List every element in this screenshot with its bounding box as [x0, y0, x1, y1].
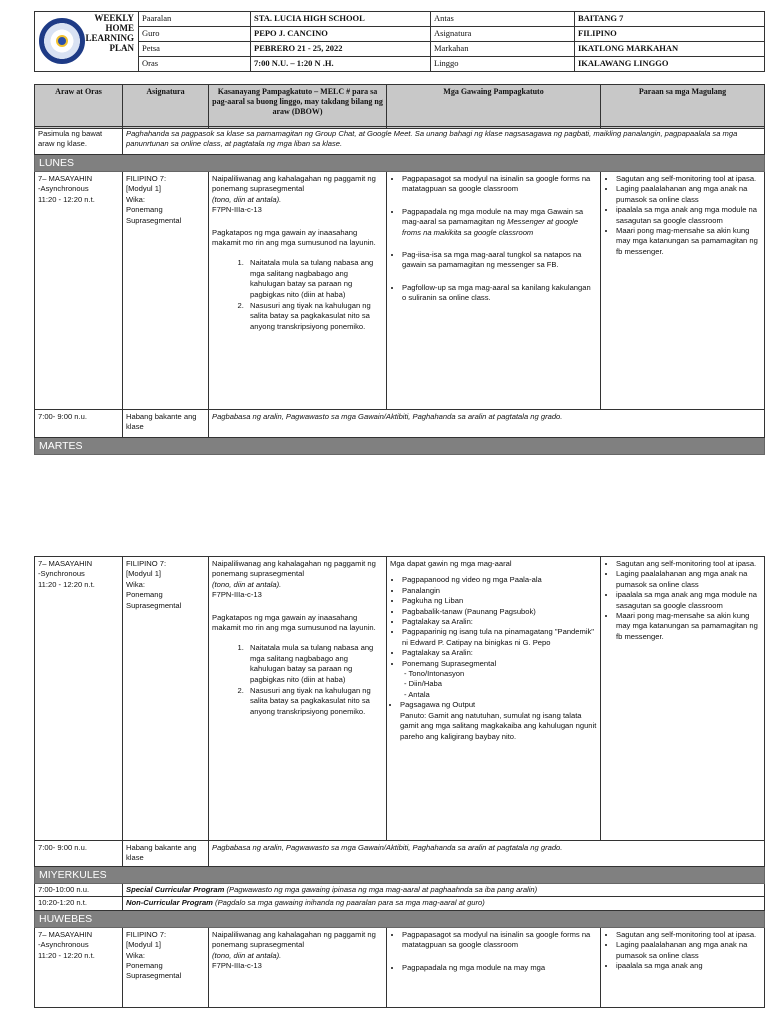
- value-paaralan: STA. LUCIA HIGH SCHOOL: [251, 12, 431, 27]
- miyerkules-text-2: Non-Curricular Program (Pagdalo sa mga gawaing inihanda ng paaralan para sa mga mag-aaral at guro): [123, 897, 765, 910]
- plan-table-page-2: [34, 556, 765, 1008]
- activity-item: • Panalangin: [402, 586, 597, 596]
- label-petsa: Petsa: [139, 42, 251, 57]
- logo-cell: [35, 12, 139, 72]
- day-bar-miyerkules: [35, 867, 765, 884]
- label-markahan: Markahan: [431, 42, 575, 57]
- parent-item: • Sagutan ang self-monitoring tool at ipasa.: [616, 559, 761, 569]
- intro-label: Pasimula ng bawat araw ng klase.: [35, 127, 123, 155]
- parent-item: • Laging paalalahanan ang mga anak na pumasok sa online class: [616, 184, 761, 205]
- activity-item: • Pagtalakay sa Aralin:: [402, 648, 597, 658]
- col-kasanayan: Kasanayang Pampagkatuto – MELC # para sa pag-aaral sa buong linggo, may takdang bilang ng araw (DBOW): [209, 85, 387, 129]
- col-asignatura: Asignatura: [123, 85, 209, 129]
- miyerkules-time-2: 10:20-1:20 n.t.: [35, 897, 123, 910]
- activity-item: • Pagkuha ng Liban: [402, 596, 597, 606]
- column-headers: [34, 84, 765, 129]
- col-gawain: Mga Gawaing Pampagkatuto: [387, 85, 601, 129]
- deped-seal-icon: [39, 18, 85, 64]
- lunes-parents: [601, 172, 765, 410]
- miyerkules-text-1: Special Curricular Program (Pagwawasto ng mga gawaing ipinasa ng mga mag-aaral at paghaahnda sa iba pang aralin): [123, 884, 765, 897]
- activity-item: • Pagpapasagot sa modyul na isinalin sa google forms na matatagpuan sa google classroom: [402, 930, 597, 951]
- activity-item: • Pagpapadala ng mga module na may mga: [402, 963, 597, 973]
- label-paaralan: Paaralan: [139, 12, 251, 27]
- activity-item: • Pagfollow-up sa mga mag-aaral sa kanilang kakulangan o suliranin sa online class.: [402, 283, 597, 304]
- vacant-text: Pagbabasa ng aralin, Pagwawasto sa mga Gawain/Aktibiti, Paghahanda sa aralin at pagtatala ng grado.: [209, 410, 765, 438]
- parent-item: • Maari pong mag-mensahe sa akin kung may mga katanungan sa pamamagitan ng fb messenger.: [616, 611, 761, 642]
- vacant-time: 7:00- 9:00 n.u.: [35, 410, 123, 438]
- parent-item: • ipaalala sa mga anak ang mga module na sasagutan sa google classroom: [616, 205, 761, 226]
- martes-vacant-row: [35, 841, 765, 867]
- vacant-label: Habang bakante ang klase: [123, 841, 209, 867]
- output-title: • Pagsagawa ng Output: [400, 700, 597, 710]
- sub-item: - Diin/Haba: [404, 679, 597, 689]
- miyerkules-time-1: 7:00-10:00 n.u.: [35, 884, 123, 897]
- parent-item: • Sagutan ang self-monitoring tool at ipasa.: [616, 930, 761, 940]
- vacant-text: Pagbabasa ng aralin, Pagwawasto sa mga Gawain/Aktibiti, Paghahanda sa aralin at pagtatala ng grado.: [209, 841, 765, 867]
- objective-item: 2. Nasusuri ang tiyak na kahulugan ng salita batay sa pagkakasulat nito sa anyong transkripsiyong ponemiko.: [246, 301, 383, 332]
- parent-item: • ipaalala sa mga anak ang: [616, 961, 761, 971]
- huwebes-melc: Naipaliliwanag ang kahalagahan ng paggamit ng ponemang suprasegmental (tono, diin at antala). F7PN-IIIa-c-13: [209, 927, 387, 1007]
- martes-melc: Naipaliliwanag ang kahalagahan ng paggamit ng ponemang suprasegmental (tono, diin at antala). F7PN-IIIa-c-13 Pagkatapos ng mga gawain ay inaasahang makamit mo rin ang mga sumusunod na layunin. 1. Naitatala mula sa tulang nabasa ang mga salitang nagbabago ang kahulugan batay sa paraan ng pagbigkas nito (diin at haba) 2. Nasusuri ang tiyak na kahulugan ng salita batay sa pagkakasulat nito sa anyong transkripsiyong ponemiko.: [209, 557, 387, 841]
- value-petsa: PEBRERO 21 - 25, 2022: [251, 42, 431, 57]
- objective-item: 1. Naitatala mula sa tulang nabasa ang mga salitang nagbabago ang kahulugan batay sa paraan ng pagbigkas nito (diin at haba): [246, 258, 383, 300]
- martes-time: 7– MASAYAHIN -Synchronous 11:20 - 12:20 n.t.: [35, 557, 123, 841]
- day-bar-huwebes: [35, 910, 765, 927]
- parent-item: • ipaalala sa mga anak ang mga module na sasagutan sa google classroom: [616, 590, 761, 611]
- day-label-martes: MARTES: [35, 438, 765, 455]
- parent-item: • Sagutan ang self-monitoring tool at ipasa.: [616, 174, 761, 184]
- activity-item: • Pagpapadala ng mga module na may mga Gawain sa mag-aaral sa pamamagitan ng Messenger at google froms na makikita sa google classroom: [402, 207, 597, 238]
- value-markahan: IKATLONG MARKAHAN: [575, 42, 765, 57]
- huwebes-activities: [387, 927, 601, 1007]
- plan-table-page-1: [34, 126, 765, 455]
- activity-item: • Pagpaparinig ng isang tula na pinamagatang "Pandemik" ni Edward P. Catipay na binigkas ni G. Pepo: [402, 627, 597, 648]
- label-antas: Antas: [431, 12, 575, 27]
- day-bar-lunes: [35, 155, 765, 172]
- martes-subject: FILIPINO 7: [Modyul 1] Wika: Ponemang Suprasegmental: [123, 557, 209, 841]
- label-asignatura: Asignatura: [431, 27, 575, 42]
- activity-item: • Pagpapasagot sa modyul na isinalin sa google forms na matatagpuan sa google classroom: [402, 174, 597, 195]
- value-asignatura: FILIPINO: [575, 27, 765, 42]
- label-guro: Guro: [139, 27, 251, 42]
- day-label-huwebes: HUWEBES: [35, 910, 765, 927]
- miyerkules-row-2: [35, 897, 765, 910]
- lunes-melc: Naipaliliwanag ang kahalagahan ng paggamit ng ponemang suprasegmental (tono, diin at antala). F7PN-IIIa-c-13 Pagkatapos ng mga gawain ay inaasahang makamit mo rin ang mga sumusunod na layunin. 1. Naitatala mula sa tulang nabasa ang mga salitang nagbabago ang kahulugan batay sa paraan ng pagbigkas nito (diin at haba) 2. Nasusuri ang tiyak na kahulugan ng salita batay sa pagkakasulat nito sa anyong transkripsiyong ponemiko.: [209, 172, 387, 410]
- parent-item: • Maari pong mag-mensahe sa akin kung may mga katanungan sa pamamagitan ng fb messenger.: [616, 226, 761, 257]
- lunes-activities: [387, 172, 601, 410]
- plan-header: [34, 11, 765, 72]
- value-oras: 7:00 N.U. – 1:20 N .H.: [251, 57, 431, 72]
- huwebes-parents: [601, 927, 765, 1007]
- sub-item: - Antala: [404, 690, 597, 700]
- objective-item: 2. Nasusuri ang tiyak na kahulugan ng salita batay sa pagkakasulat nito sa anyong transkripsiyong ponemiko.: [246, 686, 383, 717]
- lunes-vacant-row: [35, 410, 765, 438]
- intro-text: Paghahanda sa pagpasok sa klase sa pamamagitan ng Group Chat, at Google Meet. Sa unang bahagi ng klase nagsasagawa ng pagbati, maikling panalangin, pagpapaalala sa mga panunrtunan sa online class, at pagtatala ng mga liban sa klase.: [123, 127, 765, 155]
- lunes-time: 7– MASAYAHIN -Asynchronous 11:20 - 12:20 n.t.: [35, 172, 123, 410]
- col-magulang: Paraan sa mga Magulang: [601, 85, 765, 129]
- parent-item: • Laging paalalahanan ang mga anak na pumasok sa online class: [616, 940, 761, 961]
- day-label-miyerkules: MIYERKULES: [35, 867, 765, 884]
- label-oras: Oras: [139, 57, 251, 72]
- day-label-lunes: LUNES: [35, 155, 765, 172]
- martes-row: [35, 557, 765, 841]
- day-bar-martes: [35, 438, 765, 455]
- martes-parents: [601, 557, 765, 841]
- activity-item: • Pag-iisa-isa sa mga mag-aaral tungkol sa natapos na gawain sa pamamagitan ng messenger sa FB.: [402, 250, 597, 271]
- activity-item: • Ponemang Suprasegmental: [402, 659, 597, 669]
- activity-item: • Pagbabalik-tanaw (Paunang Pagsubok): [402, 607, 597, 617]
- huwebes-row: [35, 927, 765, 1007]
- plan-title: WEEKLY HOME LEARNING PLAN: [85, 13, 134, 53]
- huwebes-time: 7– MASAYAHIN -Asynchronous 11:20 - 12:20 n.t.: [35, 927, 123, 1007]
- value-guro: PEPO J. CANCINO: [251, 27, 431, 42]
- label-linggo: Linggo: [431, 57, 575, 72]
- lunes-subject: FILIPINO 7: [Modyul 1] Wika: Ponemang Suprasegmental: [123, 172, 209, 410]
- value-antas: BAITANG 7: [575, 12, 765, 27]
- lunes-row: [35, 172, 765, 410]
- value-linggo: IKALAWANG LINGGO: [575, 57, 765, 72]
- huwebes-subject: FILIPINO 7: [Modyul 1] Wika: Ponemang Suprasegmental: [123, 927, 209, 1007]
- vacant-time: 7:00- 9:00 n.u.: [35, 841, 123, 867]
- parent-item: • Laging paalalahanan ang mga anak na pumasok sa online class: [616, 569, 761, 590]
- activity-item: • Pagpapanood ng video ng mga Paala-ala: [402, 575, 597, 585]
- activity-item: • Pagtalakay sa Aralin:: [402, 617, 597, 627]
- objective-item: 1. Naitatala mula sa tulang nabasa ang mga salitang nagbabago ang kahulugan batay sa paraan ng pagbigkas nito (diin at haba): [246, 643, 383, 685]
- sub-item: - Tono/Intonasyon: [404, 669, 597, 679]
- output-text: Panuto: Gamit ang natutuhan, sumulat ng isang talata gamit ang mga salitang magkakaiba ang kahulugan ngunit pareho ang kaligirang baybay nito.: [400, 710, 597, 741]
- vacant-label: Habang bakante ang klase: [123, 410, 209, 438]
- martes-activities: Mga dapat gawin ng mga mag-aaral • Pagpapanood ng video ng mga Paala-ala • Panalangin • Pagkuha ng Liban • Pagbabalik-tanaw (Paunang Pagsubok) • Pagtalakay sa Aralin: • Pagpaparinig ng isang tula na pinamagatang "Pandemik" ni Edward P. Catipay na binigkas ni G. Pepo • Pagtalakay sa Aralin: • Ponemang Suprasegmental - Tono/Intonasyon - Diin/Haba - Antala • Pagsagawa ng Output Panuto: Gamit ang natutuhan, sumulat ng isang talata gamit ang mga salitang magkakaiba ang kahulugan ngunit pareho ang kaligirang baybay nito.: [387, 557, 601, 841]
- col-araw-oras: Araw at Oras: [35, 85, 123, 129]
- intro-row: [35, 127, 765, 155]
- miyerkules-row-1: [35, 884, 765, 897]
